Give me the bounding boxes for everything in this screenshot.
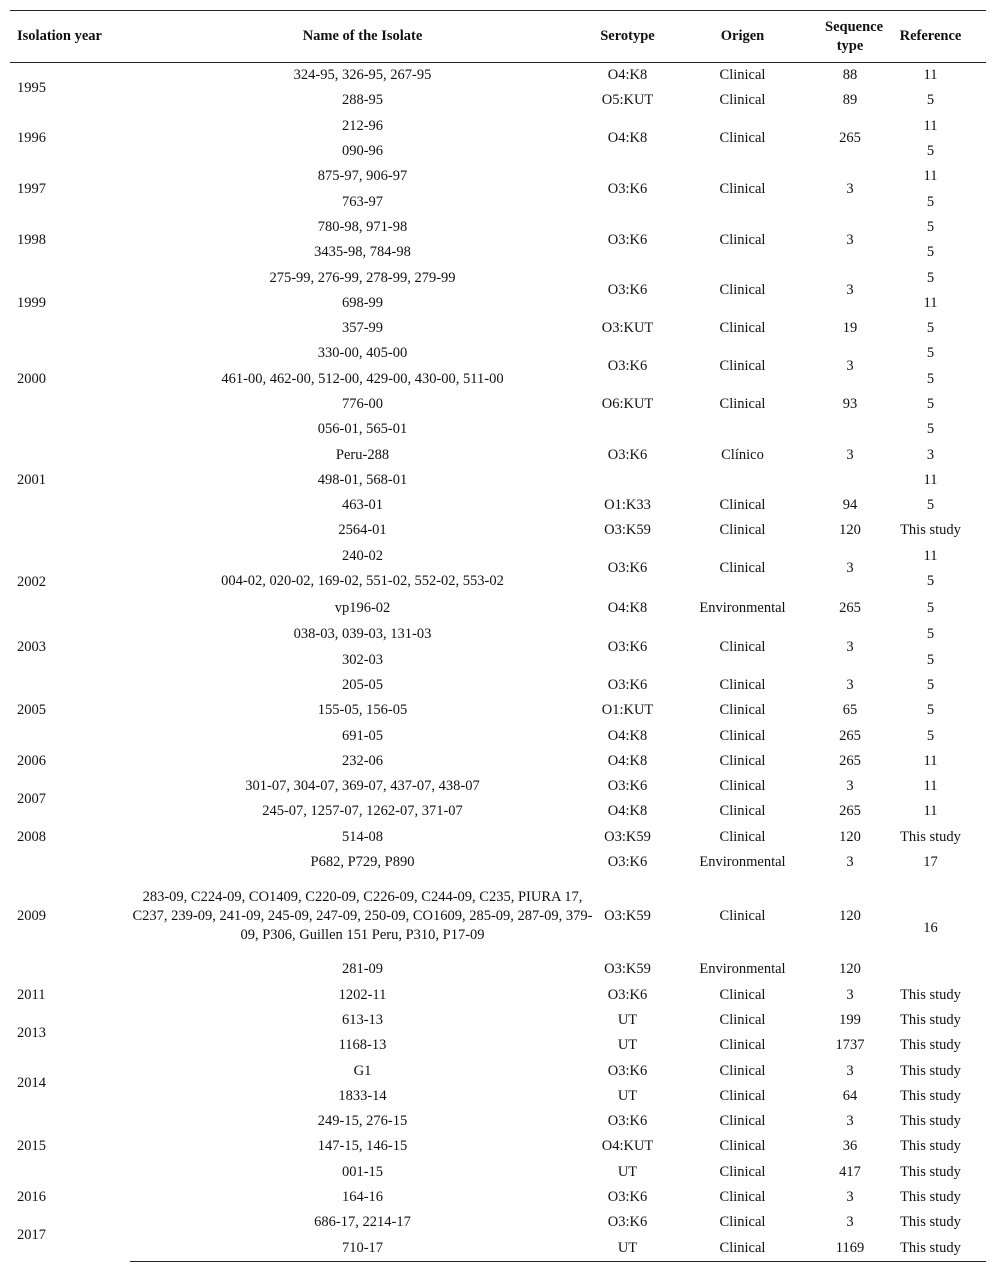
sequence-type-cell: 3 [846, 1113, 854, 1130]
year-cell: 2007 [17, 790, 46, 807]
sequence-type-cell: 3 [846, 560, 854, 577]
isolate-name-cell: 1202-11 [338, 986, 387, 1003]
reference-cell: 11 [923, 778, 938, 795]
sequence-type-cell: 417 [839, 1163, 861, 1180]
serotype-cell: O3:K6 [607, 358, 648, 375]
sequence-type-cell: 3 [846, 1214, 854, 1231]
year-cell: 2009 [17, 907, 46, 924]
serotype-cell: O4:K8 [607, 752, 648, 769]
isolate-name-cell: 001-15 [341, 1163, 384, 1180]
year-cell: 2001 [17, 471, 46, 488]
isolate-name-cell: 1833-14 [338, 1087, 387, 1104]
serotype-cell: O4:K8 [607, 130, 648, 147]
origen-cell: Environmental [699, 854, 786, 871]
table-row [10, 392, 986, 417]
reference-cell: 11 [923, 547, 938, 564]
isolate-name-cell: 698-99 [341, 294, 384, 311]
table-row [10, 875, 986, 957]
origen-cell: Clinical [719, 1037, 766, 1054]
sequence-type-cell: 89 [842, 92, 858, 109]
serotype-cell: O4:K8 [607, 803, 648, 820]
reference-cell: This study [900, 1087, 961, 1104]
table-row [10, 1109, 986, 1134]
table-row [10, 774, 986, 799]
reference-cell: 5 [926, 345, 935, 362]
sequence-type-cell: 1737 [835, 1037, 865, 1054]
year-cell: 1995 [17, 79, 46, 96]
sequence-type-cell: 120 [839, 522, 861, 539]
table-row [10, 493, 986, 518]
table-row [10, 316, 986, 341]
sequence-type-cell: 3 [846, 231, 854, 248]
origen-cell: Clinical [719, 803, 766, 820]
serotype-cell: O5:KUT [601, 92, 654, 109]
serotype-cell: O1:K33 [604, 497, 651, 514]
sequence-type-cell: 3 [846, 986, 854, 1003]
reference-cell: 5 [926, 702, 935, 719]
table-row [10, 698, 986, 723]
origen-cell: Clinical [719, 676, 766, 693]
reference-cell: This study [900, 1037, 961, 1054]
serotype-cell: O3:K6 [607, 1189, 648, 1206]
isolate-name-cell: 514-08 [341, 828, 384, 845]
reference-cell: This study [900, 1011, 961, 1028]
reference-cell: 5 [926, 599, 935, 616]
origen-cell: Clinical [719, 92, 766, 109]
reference-cell: 5 [926, 626, 935, 643]
isolate-name-cell: 301-07, 304-07, 369-07, 437-07, 438-07 [245, 778, 480, 795]
year-cell: 2006 [17, 752, 46, 769]
isolate-name-cell: 281-09 [341, 961, 384, 978]
isolate-name-cell: 498-01, 568-01 [317, 471, 408, 488]
serotype-cell: O3:K6 [607, 676, 648, 693]
serotype-cell: UT [617, 1163, 638, 1180]
isolate-name-cell: 1168-13 [338, 1037, 387, 1054]
header-sequence-type-line2: type [836, 37, 864, 54]
isolate-name-cell: 038-03, 039-03, 131-03 [293, 626, 432, 643]
table-row [10, 749, 986, 774]
table-row [10, 1134, 986, 1159]
serotype-cell: O3:K59 [604, 961, 651, 978]
isolate-name-cell: 090-96 [341, 143, 384, 160]
table-row [10, 1058, 986, 1083]
table-row [10, 1160, 986, 1185]
sequence-type-cell: 3 [846, 358, 854, 375]
header-isolate-name: Name of the Isolate [130, 11, 595, 63]
serotype-cell: O3:K6 [607, 282, 648, 299]
origen-cell: Clinical [719, 497, 766, 514]
serotype-cell: O3:K59 [604, 828, 651, 845]
reference-cell: This study [900, 1113, 961, 1130]
sequence-type-cell: 120 [839, 961, 861, 978]
serotype-cell: O4:K8 [607, 67, 648, 84]
reference-cell: 11 [923, 117, 938, 134]
isolate-name-cell: 004-02, 020-02, 169-02, 551-02, 552-02, 553-02 [221, 573, 504, 590]
origen-cell: Clinical [719, 727, 766, 744]
header-reference: Reference [875, 11, 986, 63]
isolate-name-cell: 780-98, 971-98 [317, 218, 408, 235]
year-cell: 2016 [17, 1189, 46, 1206]
origen-cell: Clinical [719, 1062, 766, 1079]
sequence-type-cell: 265 [839, 803, 861, 820]
sequence-type-cell: 3 [846, 1062, 854, 1079]
isolate-name-cell: P682, P729, P890 [310, 854, 415, 871]
isolate-name-cell: vp196-02 [334, 599, 391, 616]
table-row [10, 544, 986, 569]
year-cell: 2013 [17, 1024, 46, 1041]
serotype-cell: O3:K6 [607, 446, 648, 463]
serotype-cell: O4:K8 [607, 727, 648, 744]
year-cell: 2017 [17, 1227, 46, 1244]
reference-cell: 5 [926, 396, 935, 412]
reference-cell: 5 [926, 320, 935, 337]
isolate-name-cell: Peru-288 [335, 446, 390, 463]
sequence-type-cell: 3 [846, 854, 854, 871]
year-cell: 2014 [17, 1075, 46, 1092]
isolate-name-cell: 155-05, 156-05 [317, 702, 408, 719]
table-row [10, 1235, 986, 1261]
isolate-name-cell: 324-95, 326-95, 267-95 [293, 67, 432, 84]
reference-cell: 5 [926, 676, 935, 693]
table-row [10, 1185, 986, 1210]
year-cell: 2011 [17, 986, 46, 1003]
table-row [10, 63, 986, 89]
isolate-name-cell: 232-06 [341, 752, 384, 769]
isolate-name-cell: 249-15, 276-15 [317, 1113, 408, 1130]
reference-cell: 16 [923, 920, 938, 937]
table-row [10, 341, 986, 366]
serotype-cell: O3:K6 [607, 180, 648, 197]
sequence-type-cell: 93 [842, 396, 858, 412]
table-row [10, 417, 986, 442]
isolate-name-cell: 245-07, 1257-07, 1262-07, 371-07 [262, 803, 463, 820]
isolate-name-cell: 240-02 [341, 547, 384, 564]
isolate-name-cell: 875-97, 906-97 [317, 168, 408, 185]
reference-cell: This study [900, 828, 961, 845]
sequence-type-cell: 199 [839, 1011, 861, 1028]
sequence-type-cell: 64 [842, 1087, 858, 1104]
year-cell: 2015 [17, 1138, 46, 1155]
sequence-type-cell: 65 [842, 702, 858, 719]
header-row [10, 11, 986, 63]
serotype-cell: O3:K6 [607, 1062, 648, 1079]
isolate-name-cell: 686-17, 2214-17 [314, 1214, 411, 1231]
origen-cell: Clinical [719, 1087, 766, 1104]
serotype-cell: UT [595, 1235, 660, 1261]
sequence-type-cell: 36 [842, 1138, 858, 1155]
serotype-cell: O1:KUT [601, 702, 654, 719]
year-cell: 2008 [17, 828, 46, 845]
isolate-name-cell: 2564-01 [338, 522, 387, 539]
origen-cell: Clinical [719, 1163, 766, 1180]
sequence-type-cell: 3 [846, 676, 854, 693]
origen-cell: Clínico [721, 446, 764, 463]
serotype-cell: UT [617, 1011, 638, 1028]
origen-cell: Clinical [719, 180, 766, 197]
isolate-name-cell: 288-95 [341, 92, 384, 109]
table-row [10, 799, 986, 824]
reference-cell: 5 [926, 727, 935, 744]
origen-cell: Clinical [719, 1214, 766, 1231]
serotype-cell: O3:K6 [607, 778, 648, 795]
table-header [10, 11, 986, 63]
serotype-cell: O3:K6 [607, 854, 648, 871]
origen-cell: Clinical [719, 1138, 766, 1155]
table-row [10, 164, 986, 189]
isolate-name-cell: G1 [353, 1062, 372, 1079]
reference-cell: 5 [926, 92, 935, 109]
origen-cell: Clinical [719, 639, 766, 656]
serotype-cell: O3:K6 [607, 986, 648, 1003]
table-body [10, 63, 986, 1262]
reference-cell: 5 [926, 497, 935, 514]
table-row [10, 983, 986, 1008]
origen-cell: Clinical [719, 522, 766, 539]
isolate-name-cell: 056-01, 565-01 [317, 421, 408, 438]
isolate-name-cell: 463-01 [341, 497, 384, 514]
reference-cell: This study [900, 1189, 961, 1206]
isolate-name-cell: 710-17 [130, 1235, 595, 1261]
isolate-name-cell: 357-99 [341, 320, 384, 337]
origen-cell: Clinical [719, 396, 766, 412]
isolate-name-cell: 3435-98, 784-98 [314, 244, 411, 261]
reference-cell: This study [900, 1214, 961, 1231]
isolate-name-cell: 763-97 [341, 193, 384, 210]
isolate-name-cell: 164-16 [341, 1189, 384, 1206]
origen-cell: Clinical [660, 1235, 825, 1261]
reference-cell: 11 [923, 752, 938, 769]
table-row [10, 673, 986, 698]
origen-cell: Clinical [719, 778, 766, 795]
header-sequence-type-line1: Sequence [825, 18, 883, 35]
table-row [10, 88, 986, 113]
sequence-type-cell: 3 [846, 1189, 854, 1206]
origen-cell: Clinical [719, 907, 766, 924]
origen-cell: Clinical [719, 752, 766, 769]
reference-cell: This study [900, 522, 961, 539]
origen-cell: Clinical [719, 986, 766, 1003]
origen-cell: Clinical [719, 231, 766, 248]
reference-cell: 5 [926, 269, 935, 286]
year-cell: 2000 [17, 370, 46, 387]
header-serotype: Serotype [595, 11, 660, 63]
origen-cell: Clinical [719, 320, 766, 337]
origen-cell: Clinical [719, 828, 766, 845]
sequence-type-cell: 3 [846, 446, 854, 463]
origen-cell: Environmental [699, 961, 786, 978]
origen-cell: Clinical [719, 560, 766, 577]
serotype-cell: O6:KUT [601, 396, 654, 412]
reference-cell: This study [900, 986, 961, 1003]
origen-cell: Clinical [719, 130, 766, 147]
isolate-name-cell: 691-05 [341, 727, 384, 744]
reference-cell: 3 [926, 446, 935, 463]
reference-cell: 5 [926, 244, 935, 261]
serotype-cell: O4:K8 [607, 599, 648, 616]
reference-cell: 11 [923, 471, 938, 488]
table-row [10, 850, 986, 875]
reference-cell: 11 [923, 294, 938, 311]
reference-cell: 5 [926, 651, 935, 668]
reference-cell: This study [900, 1163, 961, 1180]
year-cell: 2005 [17, 702, 46, 719]
sequence-type-cell: 88 [842, 67, 858, 84]
table-row [10, 114, 986, 139]
serotype-cell: UT [617, 1037, 638, 1054]
sequence-type-cell: 120 [839, 907, 861, 924]
header-sequence-type [825, 11, 883, 63]
year-cell: 1997 [17, 180, 46, 197]
reference-cell: 5 [926, 218, 935, 235]
serotype-cell: O3:K6 [607, 231, 648, 248]
serotype-cell: O3:K6 [607, 560, 648, 577]
reference-cell: 5 [926, 143, 935, 160]
table-row [10, 215, 986, 240]
isolate-name-cell: 147-15, 146-15 [317, 1138, 408, 1155]
reference-cell: 5 [926, 573, 935, 590]
isolate-name-cell: 275-99, 276-99, 278-99, 279-99 [269, 269, 456, 286]
year-cell: 2002 [17, 574, 46, 591]
isolate-name-cell: 205-05 [341, 676, 384, 693]
serotype-cell: O3:K59 [604, 907, 651, 924]
origen-cell: Clinical [719, 702, 766, 719]
isolate-name-cell: 613-13 [341, 1011, 384, 1028]
origen-cell: Clinical [719, 1189, 766, 1206]
serotype-cell: UT [617, 1087, 638, 1104]
serotype-cell: O3:K6 [607, 1113, 648, 1130]
reference-cell: 11 [923, 803, 938, 820]
sequence-type-cell: 1169 [825, 1235, 875, 1261]
origen-cell: Clinical [719, 282, 766, 299]
reference-cell: 11 [923, 67, 938, 84]
isolates-table [10, 10, 986, 1262]
isolate-name-cell: 461-00, 462-00, 512-00, 429-00, 430-00, 511-00 [221, 370, 504, 387]
table-row [10, 1008, 986, 1033]
isolate-name-cell: 330-00, 405-00 [317, 345, 408, 362]
sequence-type-cell: 19 [842, 320, 858, 337]
isolate-name-cell: 283-09, C224-09, CO1409, C220-09, C226-09, C244-09, C235, PIURA 17, C237, 239-09, 241-09, 245-09, 247-09, 250-09, CO1609, 285-09, 287-09, 379-09, P306, Guillen 151 Peru, P310, P17-09 [132, 888, 593, 943]
isolate-name-cell: 302-03 [341, 651, 384, 668]
sequence-type-cell: 120 [839, 828, 861, 845]
isolate-name-cell: 776-00 [341, 396, 384, 412]
reference-cell: 5 [926, 421, 935, 438]
sequence-type-cell: 265 [839, 599, 861, 616]
sequence-type-cell: 265 [839, 752, 861, 769]
isolate-name-cell: 212-96 [341, 117, 384, 134]
table-row [10, 723, 986, 748]
year-cell: 1996 [17, 130, 46, 147]
sequence-type-cell: 265 [839, 727, 861, 744]
origen-cell: Clinical [719, 1011, 766, 1028]
serotype-cell: O3:K6 [607, 1214, 648, 1231]
origen-cell: Clinical [719, 67, 766, 84]
reference-cell: This study [875, 1235, 986, 1261]
sequence-type-cell: 3 [846, 180, 854, 197]
table-row [10, 1033, 986, 1058]
table-row [10, 1084, 986, 1109]
reference-cell: 17 [923, 854, 938, 871]
reference-cell: 5 [926, 370, 935, 387]
sequence-type-cell: 3 [846, 282, 854, 299]
reference-cell: 5 [926, 193, 935, 210]
table-row [10, 1210, 986, 1235]
table-row [10, 518, 986, 543]
table-row [10, 265, 986, 290]
origen-cell: Clinical [719, 358, 766, 375]
sequence-type-cell: 265 [839, 130, 861, 147]
serotype-cell: O4:KUT [601, 1138, 654, 1155]
year-cell: 1998 [17, 231, 46, 248]
origen-cell: Environmental [699, 599, 786, 616]
table-row [10, 622, 986, 647]
reference-cell: 11 [923, 168, 938, 185]
header-isolation-year: Isolation year [10, 11, 130, 63]
reference-cell: This study [900, 1062, 961, 1079]
table-row [10, 594, 986, 622]
sequence-type-cell: 3 [846, 639, 854, 656]
serotype-cell: O3:KUT [601, 320, 654, 337]
year-cell: 2003 [17, 639, 46, 656]
header-origen: Origen [660, 11, 825, 63]
reference-cell: This study [900, 1138, 961, 1155]
sequence-type-cell: 94 [842, 497, 858, 514]
origen-cell: Clinical [719, 1113, 766, 1130]
year-cell: 1999 [17, 294, 46, 311]
sequence-type-cell: 3 [846, 778, 854, 795]
table-row [10, 957, 986, 982]
serotype-cell: O3:K59 [604, 522, 651, 539]
table-row [10, 825, 986, 850]
serotype-cell: O3:K6 [607, 639, 648, 656]
